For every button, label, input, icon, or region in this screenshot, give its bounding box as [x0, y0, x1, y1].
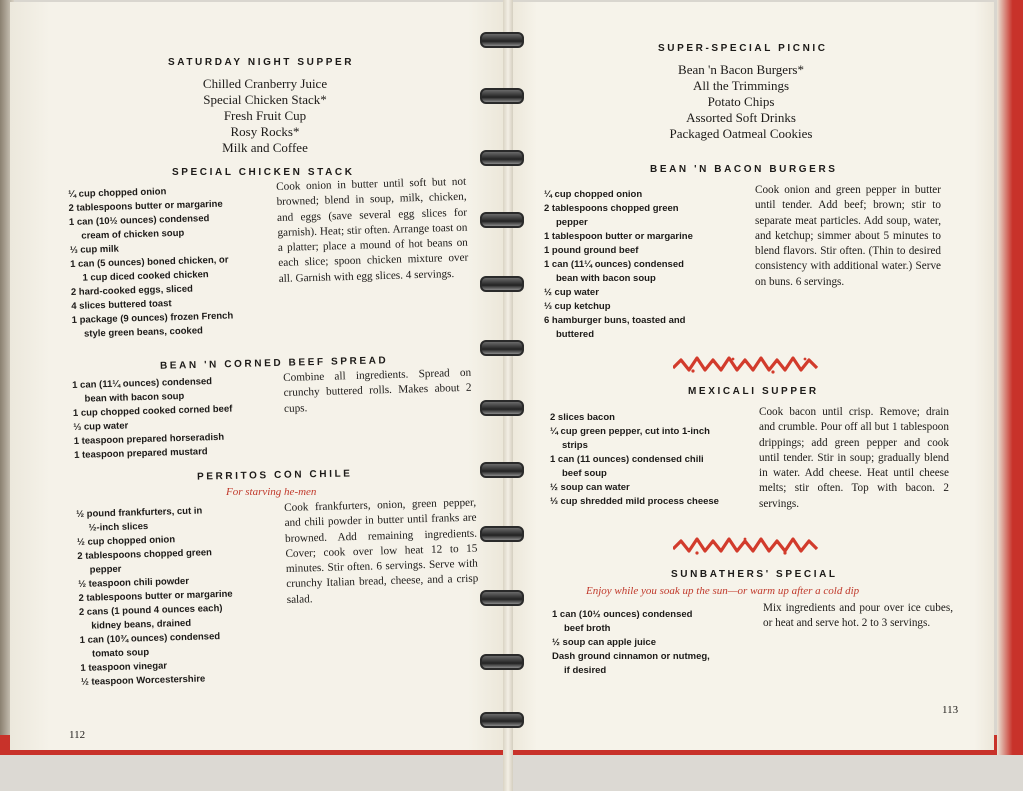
ingredient-line: ½ pound frankfurters, cut in	[76, 505, 203, 520]
menu-item: Bean 'n Bacon Burgers*	[678, 62, 804, 77]
ingredient-item	[552, 650, 762, 678]
menu-item: Packaged Oatmeal Cookies	[669, 126, 813, 141]
directions-perritos: Cook frankfurters, onion, green pepper, and chili powder in butter until franks are browned. Add remaining ingredients. Cover; cook over low heat 12 to 15 minutes. Stir often. 6 servings. Serve with crunchy Italian bread, cheese, and a crisp salad.	[284, 496, 479, 606]
menu-list-picnic	[641, 62, 841, 142]
menu-item: Special Chicken Stack*	[203, 92, 327, 107]
ingredient-line: 1 can (10½ ounces) condensed	[68, 213, 210, 228]
binding-coil-icon	[480, 276, 524, 292]
ingredient-item	[550, 425, 760, 453]
directions-corned-beef: Combine all ingredients. Spread on crunchy buttered rolls. Makes about 2 cups.	[283, 366, 472, 415]
ingredient-line: ⅓ cup ketchup	[544, 301, 611, 312]
ingredient-item	[550, 481, 760, 495]
directions-chicken-stack: Cook onion in butter until soft but not browned; blend in soup, milk, chicken, and eggs (save several egg slices for garnish). Heat; stir often. Arrange toast on a platter; place a mound of hot beans on each slice; spoon chicken mixture over all. Garnish with egg slices. 4 servings.	[276, 175, 469, 285]
page-right	[508, 2, 994, 750]
ingredient-list-chicken-stack	[68, 182, 272, 342]
recipe-title-sunbathers: SUNBATHERS' SPECIAL	[671, 569, 838, 580]
ingredient-line: Dash ground cinnamon or nutmeg,	[552, 651, 710, 662]
ingredient-line: 1 teaspoon vinegar	[80, 660, 168, 674]
page-number-right: 113	[942, 704, 959, 716]
menu-title-saturday: SATURDAY NIGHT SUPPER	[168, 57, 355, 68]
ingredient-continuation: beef broth	[564, 623, 611, 634]
ingredient-item	[544, 286, 754, 300]
binding-coil-icon	[480, 712, 524, 728]
recipe-title-perritos: PERRITOS CON CHILE	[196, 468, 353, 483]
ingredient-continuation: strips	[562, 440, 588, 451]
binding-coil-icon	[480, 88, 524, 104]
page-number-left: 112	[69, 729, 86, 741]
ingredient-item	[552, 608, 762, 636]
ingredient-continuation: beef soup	[562, 468, 607, 479]
ingredient-line: 6 hamburger buns, toasted and	[544, 315, 686, 326]
ingredient-line: 2 tablespoons butter or margarine	[68, 198, 223, 214]
ingredient-continuation: buttered	[556, 329, 594, 340]
ingredient-line: ¼ cup chopped onion	[68, 186, 167, 200]
ingredient-line: ⅓ cup milk	[69, 243, 119, 256]
ingredient-list-mexicali	[550, 411, 760, 509]
ingredient-item	[544, 258, 754, 286]
directions-sunbathers: Mix ingredients and pour over ice cubes, or heat and serve hot. 2 to 3 servings.	[763, 602, 953, 630]
ingredient-continuation: pepper	[556, 217, 588, 228]
menu-item: Rosy Rocks*	[230, 124, 300, 139]
recipe-title-burgers: BEAN 'N BACON BURGERS	[650, 164, 838, 175]
ingredient-line: 1 tablespoon butter or margarine	[544, 231, 693, 242]
ingredient-line: ½ soup can apple juice	[552, 637, 657, 648]
ingredient-line: 1 can (11¼ ounces) condensed	[72, 376, 213, 391]
binding-coil-icon	[480, 212, 524, 228]
recipe-subtitle-perritos: For starving he-men	[226, 486, 317, 498]
ingredient-item	[550, 411, 760, 425]
ingredient-line: ½ cup water	[544, 287, 599, 298]
ingredient-list-corned-beef	[72, 373, 274, 463]
recipe-title-mexicali: MEXICALI SUPPER	[688, 386, 819, 397]
ingredient-item	[72, 308, 273, 342]
ingredient-line: 2 tablespoons chopped green	[77, 547, 213, 562]
ingredient-item	[544, 244, 754, 258]
binding-coil-icon	[480, 654, 524, 670]
menu-list-saturday	[175, 76, 355, 156]
binding-coil-icon	[480, 526, 524, 542]
ingredient-line: 1 can (11 ounces) condensed chili	[550, 454, 704, 465]
ingredient-line: 2 tablespoons butter or margarine	[78, 588, 233, 604]
ingredient-line: 2 tablespoons chopped green	[544, 203, 679, 214]
zigzag-ornament-icon	[673, 535, 823, 557]
ingredient-line: ¼ cup chopped onion	[544, 189, 643, 200]
menu-item: Potato Chips	[707, 94, 775, 109]
ingredient-line: 2 cans (1 pound 4 ounces each)	[78, 602, 223, 618]
recipe-title-chicken-stack: SPECIAL CHICKEN STACK	[172, 167, 355, 178]
ingredient-line: ⅓ cup shredded mild process cheese	[550, 496, 719, 507]
ingredient-line: 1 can (5 ounces) boned chicken, or	[69, 254, 229, 270]
binding-coil-icon	[480, 462, 524, 478]
binding-coil-icon	[480, 400, 524, 416]
directions-burgers: Cook onion and green pepper in butter until tender. Add beef; brown; stir to separate meat particles. Add soup, water, and ketchup; simmer about 5 minutes to blend flavors. Stir often. (Thin to desired consistency with additional water.) Serve on buns. 6 servings.	[755, 184, 941, 288]
page-left	[10, 2, 508, 750]
ingredient-item	[544, 188, 754, 202]
ingredient-item	[544, 230, 754, 244]
ingredient-line: 1 can (10½ ounces) condensed	[552, 609, 693, 620]
ingredient-continuation: if desired	[564, 665, 607, 676]
ingredient-item	[544, 202, 754, 230]
ingredient-continuation: style green beans, cooked	[83, 325, 203, 340]
ingredient-line: 1 pound ground beef	[544, 245, 639, 256]
ingredient-item	[544, 314, 754, 342]
ingredient-item	[550, 495, 760, 509]
directions-mexicali: Cook bacon until crisp. Remove; drain and crumble. Pour off all but 1 tablespoon drippings; add green pepper and cook until tender. Stir in soup; gradually blend in water. Add cheese. Heat until cheese melts; stir often. Top with bacon. 2 servings.	[759, 406, 949, 510]
ingredient-line: 2 hard-cooked eggs, sliced	[70, 283, 193, 298]
ingredient-item	[552, 636, 762, 650]
recipe-title-corned-beef: BEAN 'N CORNED BEEF SPREAD	[159, 355, 389, 372]
book-cover-edge-right	[997, 0, 1023, 755]
binding-coil-icon	[480, 150, 524, 166]
menu-item: Assorted Soft Drinks	[686, 110, 796, 125]
book-gutter	[503, 0, 513, 791]
ingredient-continuation: 1 cup diced cooked chicken	[82, 269, 209, 284]
ingredient-continuation: pepper	[89, 563, 122, 576]
ingredient-item	[544, 300, 754, 314]
ingredient-line: ⅓ cup water	[73, 420, 129, 433]
ingredient-continuation: bean with bacon soup	[556, 273, 656, 284]
ingredient-item	[550, 453, 760, 481]
menu-item: Chilled Cranberry Juice	[202, 76, 328, 91]
binding-coil-icon	[480, 340, 524, 356]
ingredient-continuation: cream of chicken soup	[81, 227, 185, 242]
zigzag-ornament-icon	[673, 354, 823, 376]
menu-item: Fresh Fruit Cup	[223, 108, 307, 123]
binding-coil-icon	[480, 590, 524, 606]
ingredient-line: ½ teaspoon chili powder	[77, 575, 190, 590]
ingredient-continuation: kidney beans, drained	[91, 617, 192, 632]
recipe-subtitle-sunbathers: Enjoy while you soak up the sun—or warm up after a cold dip	[586, 585, 860, 597]
ingredient-line: 4 slices buttered toast	[71, 298, 172, 312]
ingredient-line: 1 can (11¼ ounces) condensed	[544, 259, 684, 270]
ingredient-line: 1 package (9 ounces) frozen French	[71, 310, 234, 326]
ingredient-line: ¼ cup green pepper, cut into 1-inch	[550, 426, 710, 437]
ingredient-line: ½ cup chopped onion	[76, 534, 176, 548]
menu-item: Milk and Coffee	[222, 140, 308, 155]
ingredient-list-perritos	[76, 502, 281, 690]
menu-item: All the Trimmings	[692, 78, 790, 93]
binding-coil-icon	[480, 32, 524, 48]
menu-title-picnic: SUPER-SPECIAL PICNIC	[658, 43, 828, 54]
ingredient-line: 1 cup chopped cooked corned beef	[72, 403, 233, 419]
ingredient-continuation: ½-inch slices	[88, 520, 149, 534]
ingredient-line: 1 teaspoon prepared horseradish	[73, 431, 225, 447]
ingredient-line: 1 can (10¾ ounces) condensed	[79, 631, 221, 646]
ingredient-continuation: tomato soup	[91, 647, 150, 660]
ingredient-continuation: bean with bacon soup	[84, 390, 185, 405]
ingredient-list-sunbathers	[552, 608, 762, 678]
ingredient-line: 2 slices bacon	[550, 412, 615, 423]
ingredient-line: ½ soup can water	[550, 482, 630, 493]
ingredient-list-burgers	[544, 188, 754, 342]
ingredient-line: 1 teaspoon prepared mustard	[73, 446, 208, 461]
ingredient-line: ½ teaspoon Worcestershire	[80, 673, 206, 688]
